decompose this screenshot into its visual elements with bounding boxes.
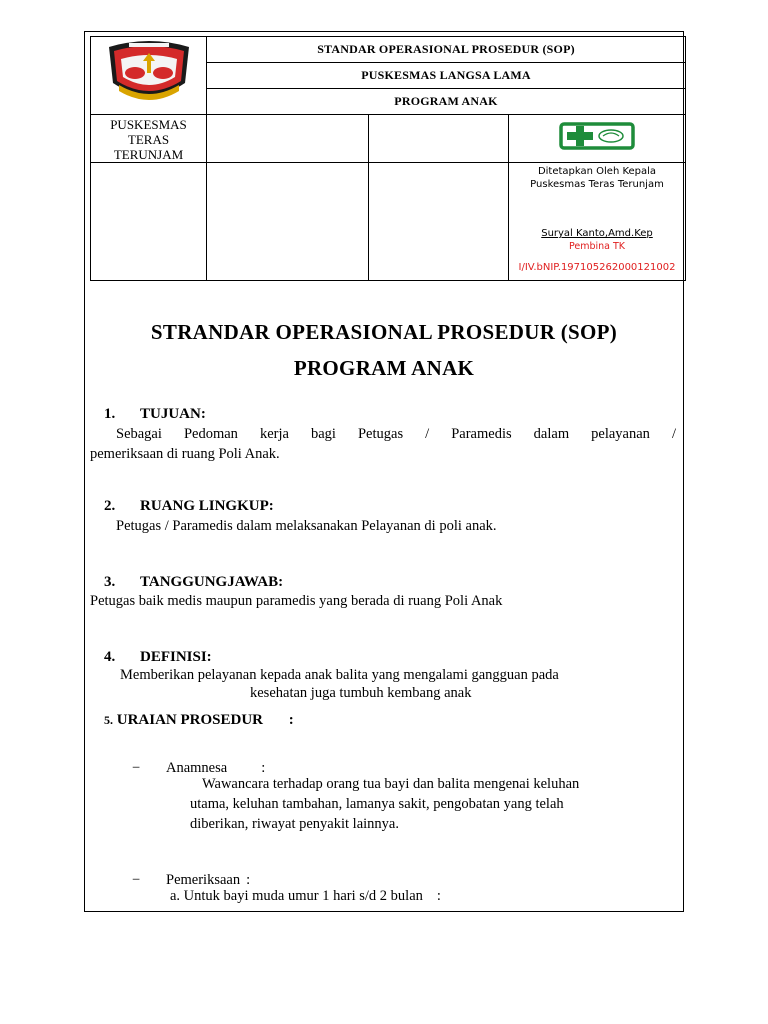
section-2-title: RUANG LINGKUP: (140, 498, 274, 514)
header-puskesmas-name: PUSKESMAS LANGSA LAMA (207, 63, 686, 89)
approval-signature-cell (509, 163, 686, 281)
document-title-line2: PROGRAM ANAK (293, 356, 475, 380)
empty-cell-doc-number (207, 115, 369, 163)
procedure-item-2-colon: : (246, 872, 251, 888)
empty-cell-page (369, 163, 509, 281)
header-program-name: PROGRAM ANAK (207, 89, 686, 115)
procedure-item-1-colon: : (261, 760, 266, 776)
approval-line1: Ditetapkan Oleh Kepala (537, 166, 657, 177)
section-4-text-line1: Memberikan pelayanan kepada anak balita yang mengalami gangguan pada (120, 667, 559, 683)
section-5-title: URAIAN PROSEDUR (116, 712, 264, 728)
procedure-item-2a-colon: : (436, 888, 441, 904)
header-title-sop: STANDAR OPERASIONAL PROSEDUR (SOP) (207, 37, 686, 63)
section-2-text: Petugas / Paramedis dalam melaksanakan Pelayanan di poli anak. (116, 518, 497, 534)
section-1-title: TUJUAN: (140, 406, 206, 422)
empty-cell-left (91, 163, 207, 281)
procedure-item-1-label: Anamnesa (166, 760, 228, 776)
signatory-name: Suryal Kanto,Amd.Kep (541, 228, 653, 239)
signatory-rank: Pembina TK (568, 241, 626, 252)
section-1-text-line1: Sebagai Pedoman kerja bagi Petugas / Paramedis dalam pelayanan / (116, 426, 676, 442)
procedure-item-2-dash: − (132, 872, 141, 888)
org-name-cell (91, 115, 207, 163)
section-1-text-line2: pemeriksaan di ruang Poli Anak. (90, 446, 280, 462)
regency-seal-icon (99, 37, 199, 109)
org-name-line3: TERUNJAM (113, 147, 184, 162)
section-3-text: Petugas baik medis maupun paramedis yang berada di ruang Poli Anak (90, 593, 503, 609)
org-name-line1: PUSKESMAS (110, 117, 187, 132)
approval-line2: Puskesmas Teras Terunjam (530, 179, 664, 190)
procedure-item-2-label: Pemeriksaan (166, 872, 241, 888)
section-1-number: 1. (104, 406, 116, 422)
section-5-heading (104, 712, 294, 729)
regency-seal-cell (91, 37, 207, 115)
section-4-number: 4. (104, 649, 116, 665)
section-2-heading (104, 498, 274, 515)
procedure-item-1-line2: utama, keluhan tambahan, lamanya sakit, pengobatan yang telah (190, 796, 564, 812)
puskesmas-logo-icon (557, 121, 637, 151)
document-title-line1: STRANDAR OPERASIONAL PROSEDUR (SOP) (150, 320, 618, 344)
procedure-item-2a (170, 886, 441, 906)
section-5-colon: : (288, 712, 294, 728)
empty-cell-date (207, 163, 369, 281)
section-5-number: 5. (104, 713, 113, 727)
procedure-item-1-dash: − (132, 760, 141, 776)
section-3-heading (104, 574, 283, 591)
procedure-item-2a-text: a. Untuk bayi muda umur 1 hari s/d 2 bulan (170, 888, 423, 904)
puskesmas-logo-cell (509, 115, 686, 163)
section-3-number: 3. (104, 574, 116, 590)
signatory-nip: I/IV.bNIP.197105262000121002 (518, 262, 676, 273)
section-3-title: TANGGUNGJAWAB: (140, 574, 284, 590)
procedure-item-1-line1: Wawancara terhadap orang tua bayi dan balita mengenai keluhan (202, 776, 580, 792)
sop-header-table (90, 36, 686, 281)
section-2-number: 2. (104, 498, 116, 514)
section-4-heading (104, 649, 212, 666)
org-name-line2: TERAS (127, 132, 170, 147)
procedure-item-1-line3: diberikan, riwayat penyakit lainnya. (190, 816, 399, 832)
section-4-text-line2: kesehatan juga tumbuh kembang anak (250, 685, 472, 701)
empty-cell-revision (369, 115, 509, 163)
section-4-title: DEFINISI: (140, 649, 212, 665)
section-1-heading (104, 406, 206, 423)
